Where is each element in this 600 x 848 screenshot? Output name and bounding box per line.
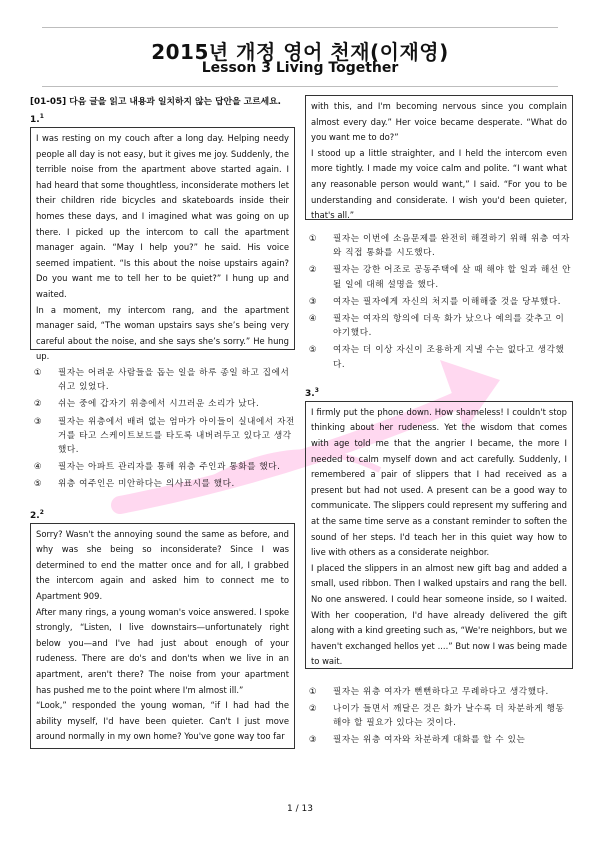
passage-2-cont-para-2: I stood up a little straighter, and I held the intercom even more tightly. I made my voice calm and polite. “I want what any reasonable person would want,” I said. “For you to be understanding and considerate. I wish you'd been quieter, that's all.” (311, 147, 567, 221)
passage-2-para-1: Sorry? Wasn't the annoying sound the same as before, and why was she being so inconsiderate? Since I was determined to end the matter once and for all, I grabbed the intercom again and asked him to connect me to Apartment 909. (36, 528, 289, 601)
right-column (305, 95, 573, 751)
option-text: 필자는 여자의 항의에 더욱 화가 났으나 예의를 갖추고 이야기했다. (333, 314, 565, 339)
option-text: 필자는 위층에서 배려 없는 엄마가 아이들이 실내에서 자전거를 타고 스케이트보드를 타도록 내버려두고 있다고 생각했다. (58, 416, 295, 456)
q2-option-3[interactable] (305, 295, 573, 309)
q2-options (305, 232, 573, 372)
option-text: 필자는 강한 어조로 공동주택에 살 때 해야 할 일과 해선 안 될 일에 대해 설명을 했다. (333, 265, 572, 290)
passage-1-para-1: I was resting on my couch after a long day. Helping needy people all day is not easy, but it gives me joy. Suddenly, the terrible noise from the apartment above started again. I had heard that some thoughtless, inconsiderate mothers let their children ride bicycles and skateboards inside their homes these days, and I imagined what was going on up there. I picked up the intercom to call the apartment manager again. “May I help you?” he said. His voice seemed impatient. “Is this about the noise upstairs again? Do you want me to tell her to be quiet?” I hung up and waited. (36, 133, 289, 299)
option-text: 필자는 위층 여자와 차분하게 대화를 할 수 있는 (333, 735, 526, 746)
q3-option-3[interactable] (305, 733, 573, 747)
document-title: 2015년 개정 영어 천재(이재영) (151, 40, 449, 64)
instruction: [01-05] 다음 글을 읽고 내용과 일치하지 않는 답안을 고르세요. (30, 97, 281, 107)
q1-option-3[interactable] (30, 415, 295, 458)
lesson-subtitle: Lesson 3 Living Together (201, 60, 399, 76)
option-marker: ① (33, 368, 43, 378)
q1-footnote: 1 (39, 113, 44, 120)
page-number: 1 / 13 (287, 804, 313, 814)
passage-2-para-2: After many rings, a young woman's voice answered. I spoke strongly, “Listen, I live downstairs—unfortunately right below you—and I've had just about enough of your rudeness. There are do's and don'ts when we live in an apartment, aren't there? The noise from your apartment has pushed me to the point where I'm almost ill.” (36, 606, 289, 695)
q2-option-1[interactable] (305, 232, 573, 260)
option-marker: ⑤ (33, 479, 43, 490)
q3-number: 3. (305, 388, 315, 399)
question-number-2 (30, 506, 295, 523)
header-rule (42, 86, 558, 87)
passage-2-para-3: “Look,” responded the young woman, “if I had had the ability myself, I'd have been quieter. Can't I just move around normally in my own home? You've gone way too far (36, 700, 289, 742)
passage-3-para-1: I firmly put the phone down. How shameless! I couldn't stop thinking about her rudeness. Yet the wisdom that comes with age told me that the angrier I became, the more I needed to calm myself down and act carefully. Suddenly, I remembered a pair of slippers that I had received as a present but had not used. A present can be a good way to communicate. The slippers could represent my suffering and at the same time serve as a constant reminder to soften the sound of her steps. I'd teach her in this quiet way how to live with others as a considerate neighbor. (311, 406, 567, 558)
q1-option-2[interactable] (30, 397, 295, 411)
q3-options (305, 685, 573, 748)
option-text: 필자는 어려운 사람들을 돕는 일을 하루 종일 하고 집에서 쉬고 있었다. (58, 368, 290, 393)
option-marker: ④ (308, 314, 318, 325)
q2-option-5[interactable] (305, 343, 573, 371)
q2-option-2[interactable] (305, 263, 573, 291)
top-rule (42, 27, 558, 28)
q2-option-4[interactable] (305, 312, 573, 340)
option-text: 여자는 필자에게 자신의 처지를 이해해줄 것을 당부했다. (333, 296, 562, 307)
question-number-3 (305, 384, 573, 401)
q1-option-1[interactable] (30, 366, 295, 394)
q1-option-5[interactable] (30, 477, 295, 491)
left-column (30, 95, 295, 749)
option-text: 여자는 더 이상 자신이 조용하게 지낼 수는 없다고 생각했다. (333, 345, 565, 370)
passage-1 (30, 127, 295, 362)
option-marker: ③ (308, 735, 318, 746)
option-text: 필자는 이번에 소음문제를 완전히 해결하기 위해 위층 여자와 직접 통화를 시도했다. (333, 234, 570, 259)
option-marker: ④ (33, 462, 43, 473)
option-marker: ① (308, 234, 318, 244)
option-marker: ② (308, 704, 318, 715)
option-text: 나이가 들면서 깨달은 것은 화가 날수록 더 차분하게 행동해야 할 필요가 있다는 것이다. (333, 704, 565, 729)
option-marker: ③ (33, 416, 43, 427)
q3-footnote: 3 (314, 386, 319, 394)
q2-footnote: 2 (39, 508, 44, 516)
option-text: 필자는 아파트 관리자를 통해 위층 주인과 통화를 했다. (58, 462, 281, 473)
passage-3-para-2: I placed the slippers in an almost new gift bag and added a small, used ribbon. Then I walked upstairs and rang the bell. No one answered. I could hear someone inside, so I waited. With her cooperation, I'd have already delivered the gift along with a kind greeting such as, “We're neighbors, but we haven't exchanged hellos yet ....” But now I was being made to wait. (311, 562, 567, 667)
q1-option-4[interactable] (30, 460, 295, 474)
option-marker: ③ (308, 296, 318, 307)
option-marker: ② (308, 265, 318, 276)
option-marker: ① (308, 686, 318, 697)
question-number-1 (30, 110, 295, 127)
option-marker: ⑤ (308, 345, 318, 356)
q1-options (30, 366, 295, 492)
q2-number: 2. (30, 510, 40, 521)
q1-number: 1. (30, 115, 40, 125)
q3-option-1[interactable] (305, 685, 573, 699)
passage-1-para-2: In a moment, my intercom rang, and the apartment manager said, “The woman upstairs says she’s being very careful about the noise, and she says she’s sorry.” He hung up. (36, 304, 289, 362)
option-text: 위층 여주인은 미안하다는 의사표시를 했다. (58, 479, 235, 490)
option-text: 쉬는 중에 갑자기 위층에서 시끄러운 소리가 났다. (58, 399, 260, 410)
passage-3 (305, 401, 573, 669)
option-text: 필자는 위층 여자가 뻔뻔하다고 무례하다고 생각했다. (333, 686, 549, 697)
passage-2-continued (305, 95, 573, 220)
passage-2 (30, 523, 295, 749)
passage-2-cont-para-1: with this, and I'm becoming nervous since you complain almost every day.” Her voice became desperate. “What do you want me to do?” (311, 101, 567, 143)
q3-option-2[interactable] (305, 702, 573, 730)
option-marker: ② (33, 399, 43, 410)
